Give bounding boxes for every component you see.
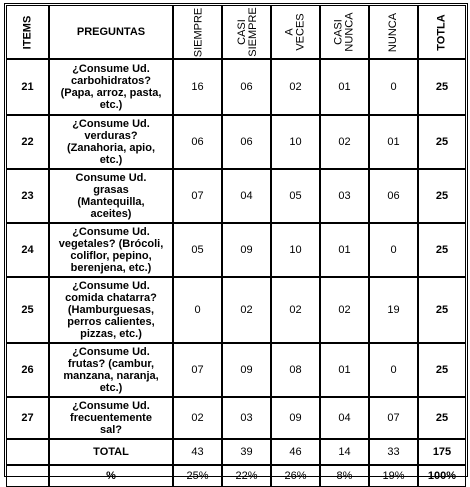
casi-nunca-cell: 02 [320, 277, 369, 343]
total-cell: 25 [418, 223, 466, 277]
total-cell: 25 [418, 115, 466, 169]
total-cell: 25 [418, 59, 466, 115]
casi-nunca-cell: 01 [320, 223, 369, 277]
casi-nunca-cell: 02 [320, 115, 369, 169]
casi-siempre-cell: 09 [222, 223, 271, 277]
total-a-veces: 46 [271, 439, 320, 465]
header-row [6, 5, 466, 59]
nunca-cell: 0 [369, 343, 418, 397]
question-cell: ¿Consume Ud. comida chatarra? (Hamburguesas, perros calientes, pizzas, etc.) [49, 277, 173, 343]
percent-casi-nunca: 8% [320, 465, 369, 487]
total-nunca: 33 [369, 439, 418, 465]
percent-item-cell [6, 465, 49, 487]
table-row [6, 343, 466, 397]
casi-siempre-cell: 09 [222, 343, 271, 397]
question-cell: ¿Consume Ud. carbohidratos? (Papa, arroz, pasta, etc.) [49, 59, 173, 115]
header-a-veces: A VECES [271, 5, 320, 59]
percent-a-veces: 26% [271, 465, 320, 487]
header-total: TOTLA [418, 5, 466, 59]
siempre-cell: 05 [173, 223, 222, 277]
total-grand: 175 [418, 439, 466, 465]
question-cell: ¿Consume Ud. frutas? (cambur, manzana, naranja, etc.) [49, 343, 173, 397]
total-label: TOTAL [49, 439, 173, 465]
nunca-cell: 06 [369, 169, 418, 223]
total-cell: 25 [418, 277, 466, 343]
table-row [6, 277, 466, 343]
casi-siempre-cell: 04 [222, 169, 271, 223]
header-casi-nunca: CASI NUNCA [320, 5, 369, 59]
siempre-cell: 02 [173, 397, 222, 439]
item-cell: 21 [6, 59, 49, 115]
a-veces-cell: 05 [271, 169, 320, 223]
a-veces-cell: 09 [271, 397, 320, 439]
casi-nunca-cell: 03 [320, 169, 369, 223]
total-item-cell [6, 439, 49, 465]
total-cell: 25 [418, 397, 466, 439]
table-row [6, 397, 466, 439]
item-cell: 26 [6, 343, 49, 397]
percent-nunca: 19% [369, 465, 418, 487]
percent-row [6, 465, 466, 487]
header-casi-siempre: CASI SIEMPRE [222, 5, 271, 59]
a-veces-cell: 10 [271, 115, 320, 169]
question-cell: ¿Consume Ud. verduras? (Zanahoria, apio, etc.) [49, 115, 173, 169]
a-veces-cell: 02 [271, 277, 320, 343]
a-veces-cell: 02 [271, 59, 320, 115]
casi-siempre-cell: 02 [222, 277, 271, 343]
siempre-cell: 0 [173, 277, 222, 343]
header-nunca: NUNCA [369, 5, 418, 59]
total-cell: 25 [418, 169, 466, 223]
total-casi-siempre: 39 [222, 439, 271, 465]
table-row [6, 59, 466, 115]
item-cell: 27 [6, 397, 49, 439]
table-row [6, 169, 466, 223]
header-items: ITEMS [6, 5, 49, 59]
total-row [6, 439, 466, 465]
item-cell: 24 [6, 223, 49, 277]
nunca-cell: 07 [369, 397, 418, 439]
nunca-cell: 01 [369, 115, 418, 169]
siempre-cell: 06 [173, 115, 222, 169]
siempre-cell: 07 [173, 343, 222, 397]
total-casi-nunca: 14 [320, 439, 369, 465]
casi-nunca-cell: 01 [320, 343, 369, 397]
item-cell: 23 [6, 169, 49, 223]
header-siempre: SIEMPRE [173, 5, 222, 59]
casi-nunca-cell: 04 [320, 397, 369, 439]
nunca-cell: 19 [369, 277, 418, 343]
nunca-cell: 0 [369, 59, 418, 115]
casi-siempre-cell: 06 [222, 115, 271, 169]
casi-nunca-cell: 01 [320, 59, 369, 115]
header-preguntas: PREGUNTAS [49, 5, 173, 59]
a-veces-cell: 10 [271, 223, 320, 277]
percent-casi-siempre: 22% [222, 465, 271, 487]
total-cell: 25 [418, 343, 466, 397]
table-row [6, 115, 466, 169]
table-frame [4, 3, 468, 482]
percent-label: % [49, 465, 173, 487]
siempre-cell: 16 [173, 59, 222, 115]
casi-siempre-cell: 06 [222, 59, 271, 115]
item-cell: 22 [6, 115, 49, 169]
percent-total: 100% [418, 465, 466, 487]
nunca-cell: 0 [369, 223, 418, 277]
question-cell: Consume Ud. grasas (Mantequilla, aceites) [49, 169, 173, 223]
survey-table [6, 5, 466, 487]
question-cell: ¿Consume Ud. frecuentemente sal? [49, 397, 173, 439]
percent-siempre: 25% [173, 465, 222, 487]
item-cell: 25 [6, 277, 49, 343]
total-siempre: 43 [173, 439, 222, 465]
a-veces-cell: 08 [271, 343, 320, 397]
table-row [6, 223, 466, 277]
question-cell: ¿Consume Ud. vegetales? (Brócoli, coliflor, pepino, berenjena, etc.) [49, 223, 173, 277]
siempre-cell: 07 [173, 169, 222, 223]
casi-siempre-cell: 03 [222, 397, 271, 439]
